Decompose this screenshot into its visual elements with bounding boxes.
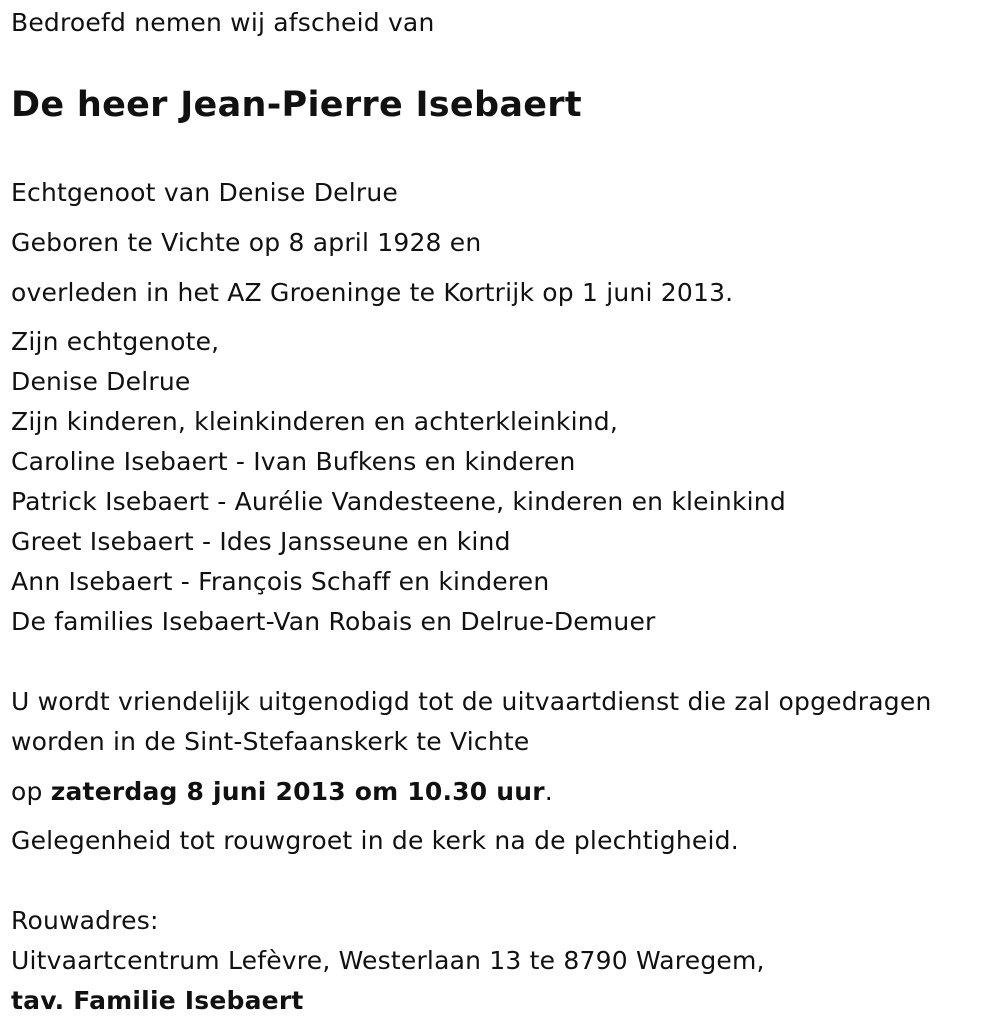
intro-text: Bedroefd nemen wij afscheid van bbox=[11, 8, 435, 37]
condolence-text: Gelegenheid tot rouwgroet in de kerk na de plechtigheid. bbox=[11, 826, 739, 855]
service-date-prefix: op bbox=[11, 777, 51, 806]
death-text: overleden in het AZ Groeninge te Kortrijk op 1 juni 2013. bbox=[11, 278, 734, 307]
address-attention: tav. Familie Isebaert bbox=[11, 986, 304, 1015]
family-line: Zijn kinderen, kleinkinderen en achterkleinkind, bbox=[11, 407, 619, 436]
birth-text: Geboren te Vichte op 8 april 1928 en bbox=[11, 228, 482, 257]
address-label: Rouwadres: bbox=[11, 906, 159, 935]
family-line: Denise Delrue bbox=[11, 367, 191, 396]
family-line: Greet Isebaert - Ides Jansseune en kind bbox=[11, 527, 511, 556]
service-date-suffix: . bbox=[544, 777, 553, 806]
spouse-of-text: Echtgenoot van Denise Delrue bbox=[11, 178, 398, 207]
service-date-line bbox=[11, 777, 553, 807]
family-line: Ann Isebaert - François Schaff en kinderen bbox=[11, 567, 550, 596]
family-line: De families Isebaert-Van Robais en Delrue-Demuer bbox=[11, 607, 656, 636]
address-line: Uitvaartcentrum Lefèvre, Westerlaan 13 te 8790 Waregem, bbox=[11, 946, 765, 975]
invitation-line-1: U wordt vriendelijk uitgenodigd tot de uitvaartdienst die zal opgedragen bbox=[11, 687, 932, 716]
family-line: Caroline Isebaert - Ivan Bufkens en kinderen bbox=[11, 447, 576, 476]
invitation-line-2: worden in de Sint-Stefaanskerk te Vichte bbox=[11, 727, 530, 756]
family-line: Patrick Isebaert - Aurélie Vandesteene, kinderen en kleinkind bbox=[11, 487, 786, 516]
page-title: De heer Jean-Pierre Isebaert bbox=[11, 85, 582, 125]
service-date: zaterdag 8 juni 2013 om 10.30 uur bbox=[50, 777, 545, 806]
family-line: Zijn echtgenote, bbox=[11, 327, 220, 356]
